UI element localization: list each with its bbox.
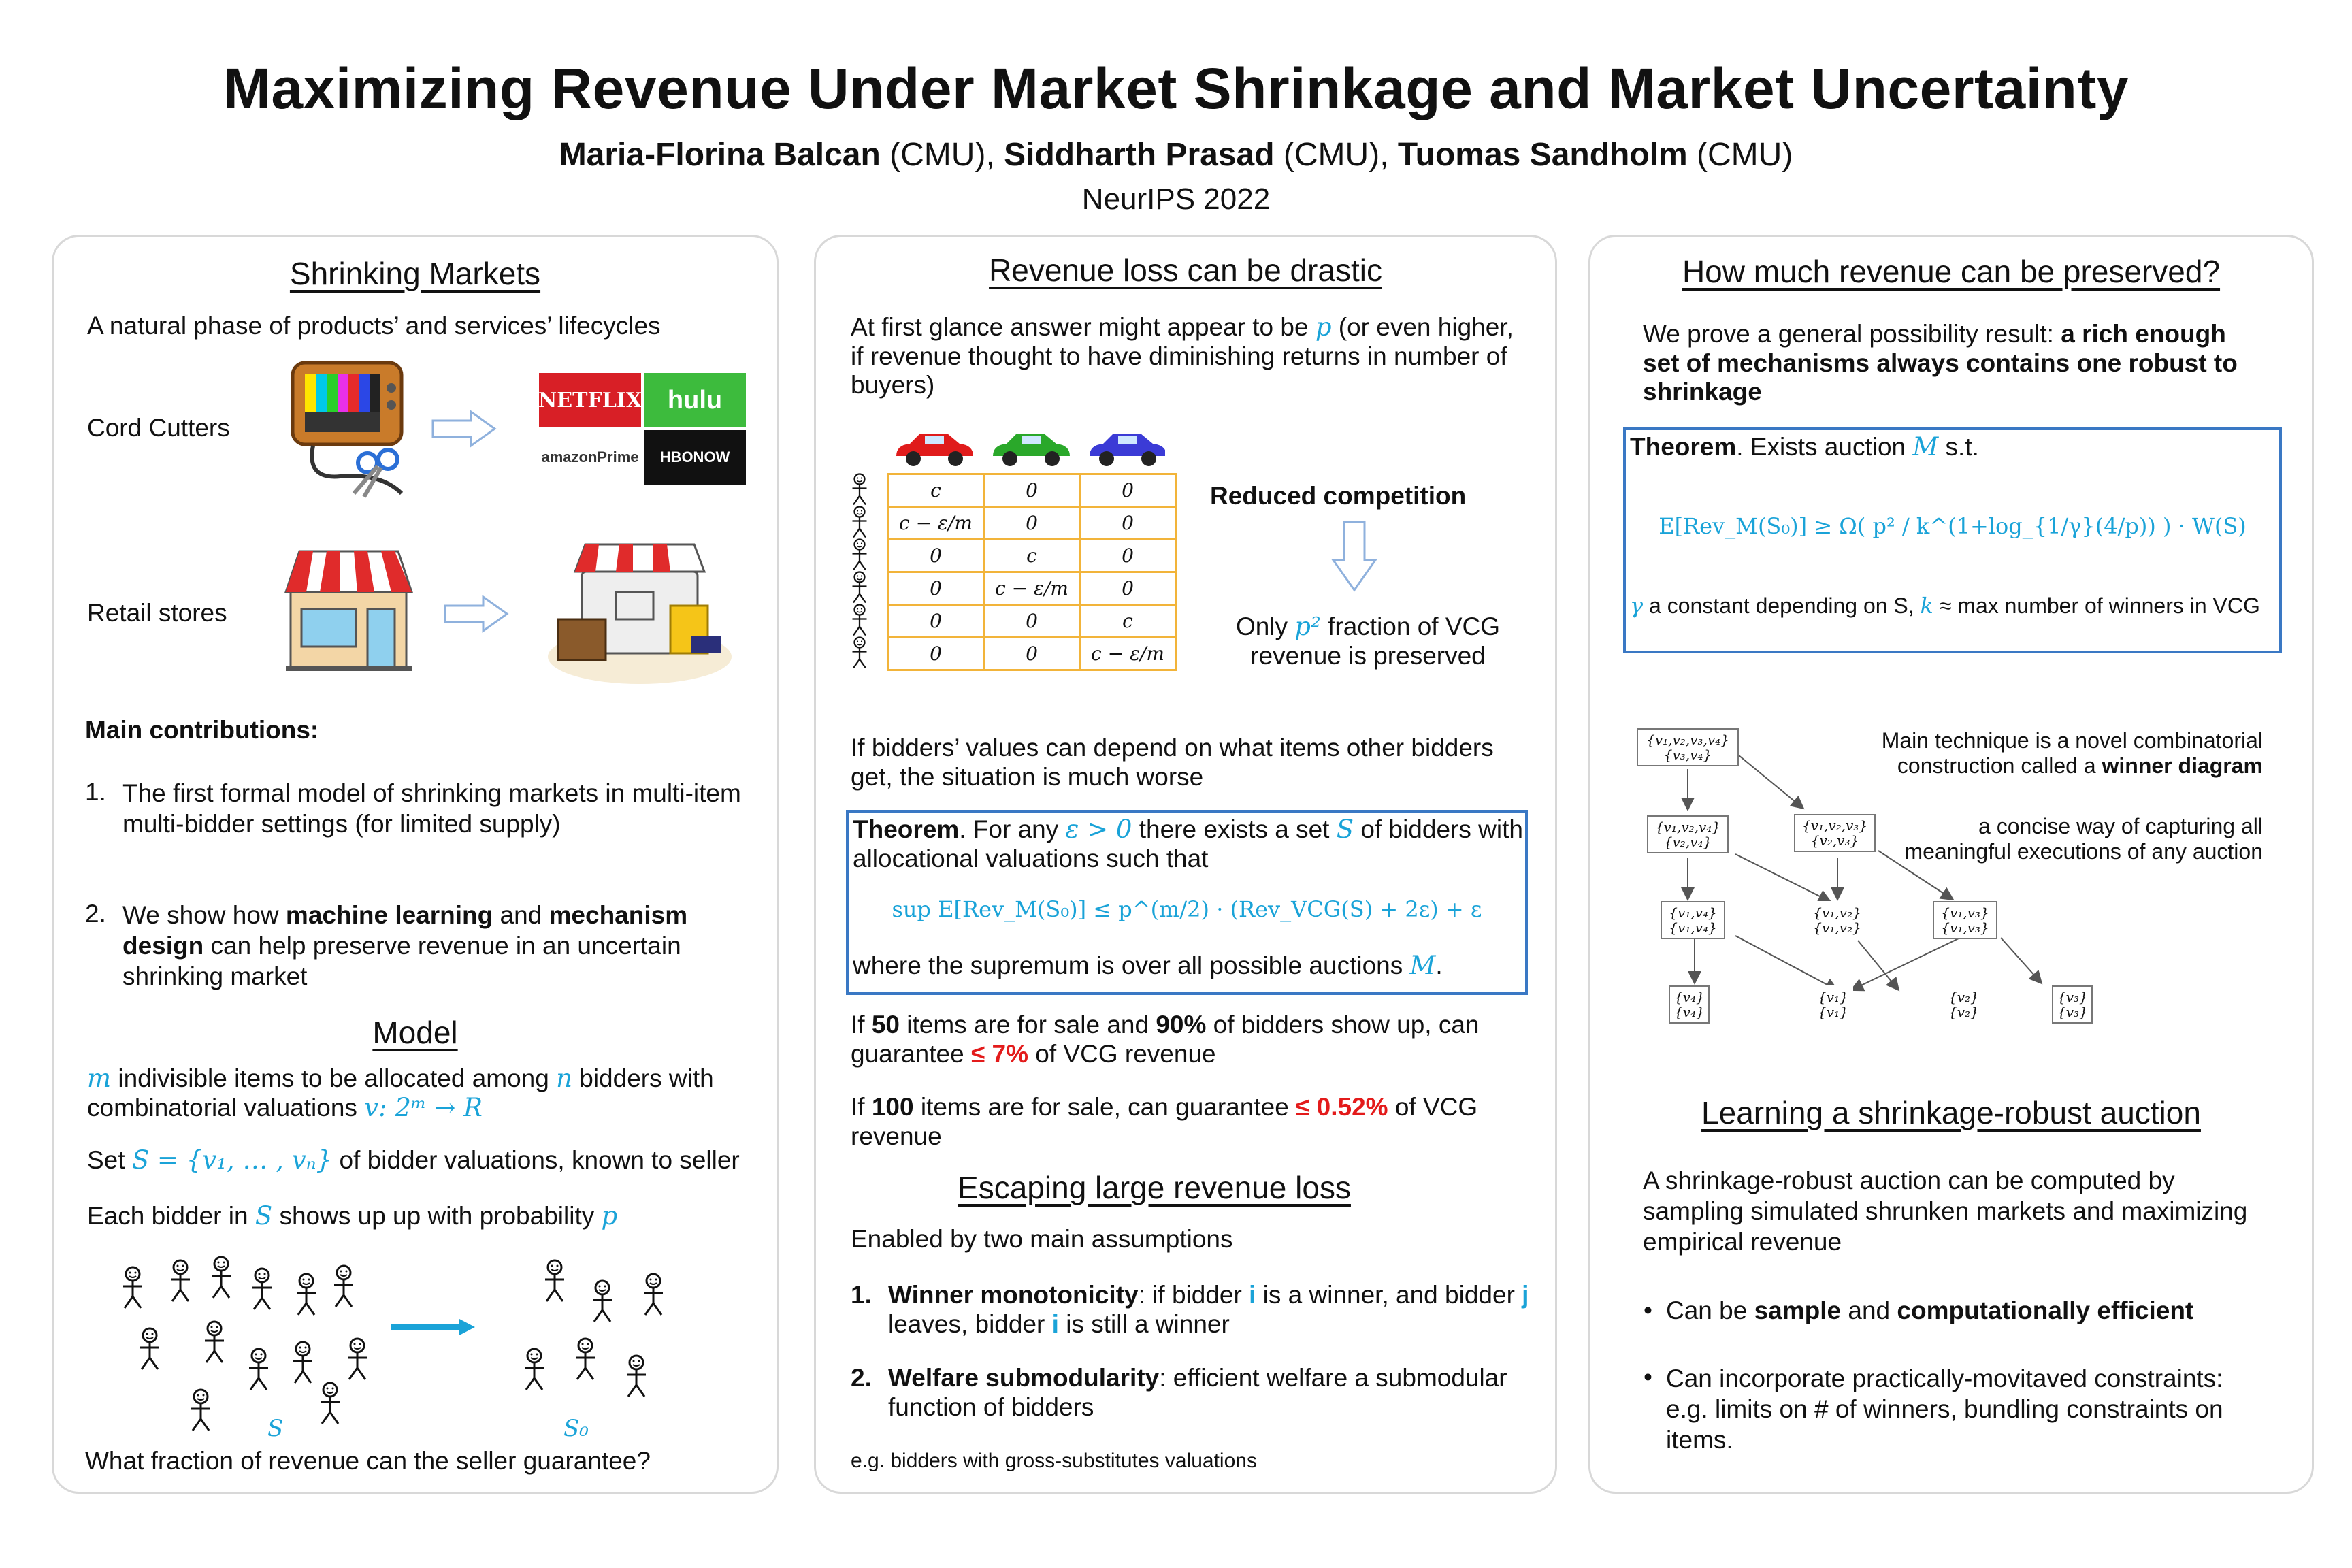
section-title-shrinking-markets: Shrinking Markets bbox=[289, 256, 541, 291]
only-p2-text: Only p² fraction of VCG revenue is preserved bbox=[1235, 612, 1501, 670]
label-S0: S₀ bbox=[564, 1415, 589, 1442]
table-row bbox=[888, 638, 1176, 670]
bullet: • bbox=[1644, 1296, 1652, 1324]
stick-figure-icon bbox=[171, 1260, 190, 1301]
contribution-number: 1. bbox=[85, 778, 106, 806]
stick-figure-icon bbox=[293, 1342, 312, 1383]
table-cell: c − ε/m bbox=[1080, 638, 1176, 670]
winner-node: {v₁,v₂,v₃} {v₂,v₃} bbox=[1794, 814, 1876, 852]
storefront-icon bbox=[282, 544, 415, 674]
table-cell: 0 bbox=[984, 638, 1080, 670]
stick-figure-icon bbox=[249, 1349, 268, 1390]
cord-cutters-label: Cord Cutters bbox=[87, 414, 230, 442]
stick-figure-icon bbox=[252, 1269, 272, 1309]
arrow-right-icon bbox=[442, 593, 510, 634]
theorem-statement: Theorem. Exists auction M s.t. bbox=[1630, 432, 1979, 461]
author-affiliation: (CMU) bbox=[1697, 137, 1793, 173]
section-title-learning: Learning a shrinkage-robust auction bbox=[1701, 1095, 2201, 1130]
poster-title: Maximizing Revenue Under Market Shrinkage and Market Uncertainty bbox=[223, 56, 2129, 120]
stick-figure-icon bbox=[297, 1274, 316, 1315]
assumption-number: 1. bbox=[851, 1281, 872, 1309]
arrow-right-icon bbox=[388, 1317, 476, 1337]
winner-node: {v₁,v₄} {v₁,v₄} bbox=[1661, 901, 1725, 939]
contribution-2: We show how machine learning and mechanism design can help preserve revenue in an uncertain shrinking market bbox=[122, 901, 688, 991]
bidder-crowd-S0 bbox=[507, 1252, 684, 1422]
stick-figure-icon bbox=[545, 1260, 564, 1301]
table-cell: 0 bbox=[888, 572, 984, 605]
assumption-number: 2. bbox=[851, 1364, 872, 1392]
bidder-column-figures bbox=[849, 473, 877, 670]
tv-scissors-illustration bbox=[286, 357, 408, 504]
car-green-icon bbox=[993, 434, 1070, 466]
model-set: Set S = {v₁, … , vₙ} of bidder valuations, known to seller bbox=[87, 1145, 740, 1175]
table-cell: 0 bbox=[1080, 474, 1176, 507]
contribution-number: 2. bbox=[85, 900, 106, 928]
winner-node: {v₁,v₂} {v₁,v₂} bbox=[1805, 901, 1869, 939]
netflix-logo: NETFLIX bbox=[539, 373, 641, 427]
hulu-logo: hulu bbox=[644, 373, 746, 427]
table-cell: c bbox=[888, 474, 984, 507]
table-cell: 0 bbox=[1080, 507, 1176, 540]
stick-figure-icon bbox=[212, 1257, 231, 1298]
bidder-crowd-S bbox=[112, 1252, 391, 1436]
table-row bbox=[888, 507, 1176, 540]
online-shopping-icon bbox=[544, 538, 735, 687]
arrow-down-icon bbox=[1330, 519, 1378, 594]
stick-figure-icon bbox=[593, 1281, 612, 1322]
winner-node: {v₄} {v₄} bbox=[1669, 985, 1710, 1024]
author-affiliation: (CMU), bbox=[889, 137, 995, 173]
learning-bullet-constraints: Can incorporate practically-movitaved constraints: e.g. limits on # of winners, bundling constraints on items. bbox=[1666, 1365, 2223, 1454]
first-glance-text: At first glance answer might appear to be p (or even higher, if revenue thought to have diminishing returns in number of buyers) bbox=[851, 312, 1514, 399]
stick-figure-icon bbox=[644, 1274, 663, 1315]
stick-figure-icon bbox=[853, 540, 867, 570]
winner-node: {v₁,v₃} {v₁,v₃} bbox=[1933, 901, 1997, 939]
model-items: m indivisible items to be allocated among n bidders with combinatorial valuations v: 2ᵐ → R bbox=[87, 1064, 714, 1122]
table-cell: 0 bbox=[1080, 572, 1176, 605]
table-cell: c bbox=[1080, 605, 1176, 638]
stick-figure-icon bbox=[627, 1356, 646, 1396]
stick-figure-icon bbox=[205, 1322, 224, 1362]
section-title-revenue-loss: Revenue loss can be drastic bbox=[989, 252, 1382, 288]
stick-figure-icon bbox=[853, 474, 867, 505]
table-cell: 0 bbox=[984, 605, 1080, 638]
stick-figure-icon bbox=[853, 572, 867, 603]
assumption-welfare-submodularity: Welfare submodularity: efficient welfare a submodular function of bidders bbox=[888, 1364, 1507, 1421]
fifty-items-text: If 50 items are for sale and 90% of bidders show up, can guarantee ≤ 7% of VCG revenue bbox=[851, 1011, 1480, 1068]
winner-node: {v₃} {v₃} bbox=[2052, 985, 2093, 1024]
winner-node: {v₁,v₂,v₄} {v₂,v₄} bbox=[1647, 815, 1729, 853]
contributions-heading: Main contributions: bbox=[85, 716, 319, 744]
model-probability: Each bidder in S shows up up with probability p bbox=[87, 1201, 618, 1230]
dependence-text: If bidders’ values can depend on what items other bidders get, the situation is much worse bbox=[851, 734, 1494, 791]
table-cell: 0 bbox=[984, 474, 1080, 507]
theorem-gamma-note: γ a constant depending on S, k ≈ max number of winners in VCG bbox=[1630, 593, 2260, 619]
winner-diagram-description: a concise way of capturing all meaningful executions of any auction bbox=[1904, 814, 2263, 864]
stick-figure-icon bbox=[348, 1339, 367, 1379]
section-title-escaping: Escaping large revenue loss bbox=[958, 1170, 1351, 1205]
winner-node: {v₁,v₂,v₃,v₄} {v₃,v₄} bbox=[1637, 728, 1739, 766]
stick-figure-icon bbox=[853, 605, 867, 636]
theorem-statement: Theorem. For any ε > 0 there exists a set S of bidders with allocational valuations such that bbox=[853, 815, 1523, 872]
table-cell: c − ε/m bbox=[888, 507, 984, 540]
amazon-prime-logo: amazonPrime bbox=[539, 430, 641, 485]
enabled-text: Enabled by two main assumptions bbox=[851, 1225, 1233, 1253]
table-row bbox=[888, 540, 1176, 572]
section-title-preserved: How much revenue can be preserved? bbox=[1682, 254, 2221, 289]
stick-figure-icon bbox=[321, 1383, 340, 1424]
stick-figure-icon bbox=[576, 1339, 595, 1379]
table-row bbox=[888, 605, 1176, 638]
author-affiliation: (CMU), bbox=[1283, 137, 1389, 173]
main-technique-text: Main technique is a novel combinatorial construction called a winner diagram bbox=[1881, 728, 2263, 778]
table-cell: c − ε/m bbox=[984, 572, 1080, 605]
cars-illustration bbox=[893, 430, 1165, 470]
table-row bbox=[888, 572, 1176, 605]
stick-figure-icon bbox=[853, 638, 867, 668]
retail-stores-label: Retail stores bbox=[87, 599, 227, 627]
example-note: e.g. bidders with gross-substitutes valuations bbox=[851, 1450, 1257, 1472]
table-row bbox=[888, 474, 1176, 507]
hundred-items-text: If 100 items are for sale, can guarantee ≤ 0.52% of VCG revenue bbox=[851, 1093, 1478, 1150]
stick-figure-icon bbox=[123, 1267, 142, 1308]
table-cell: 0 bbox=[984, 507, 1080, 540]
venue: NeurIPS 2022 bbox=[1081, 182, 1271, 216]
intro-text: A natural phase of products’ and services’ lifecycles bbox=[87, 312, 661, 340]
valuation-table bbox=[887, 473, 1177, 671]
author-name: Maria-Florina Balcan bbox=[559, 137, 881, 173]
revenue-question: What fraction of revenue can the seller guarantee? bbox=[85, 1447, 651, 1475]
label-S: S bbox=[267, 1415, 284, 1442]
winner-node: {v₁} {v₁} bbox=[1812, 985, 1853, 1024]
possibility-result: We prove a general possibility result: a rich enough set of mechanisms always contains one robust to shrinkage bbox=[1643, 320, 2238, 406]
table-cell: 0 bbox=[1080, 540, 1176, 572]
author-name: Tuomas Sandholm bbox=[1397, 137, 1688, 173]
learning-text: A shrinkage-robust auction can be computed by sampling simulated shrunken markets and maximizing empirical revenue bbox=[1643, 1166, 2248, 1256]
contribution-1: The first formal model of shrinking markets in multi-item multi-bidder settings (for limited supply) bbox=[122, 779, 741, 838]
author-name: Siddharth Prasad bbox=[1004, 137, 1275, 173]
arrow-right-icon bbox=[430, 408, 498, 449]
stick-figure-icon bbox=[853, 507, 867, 538]
car-blue-icon bbox=[1090, 434, 1165, 466]
table-cell: 0 bbox=[888, 638, 984, 670]
table-cell: 0 bbox=[888, 540, 984, 572]
car-red-icon bbox=[896, 434, 973, 466]
stick-figure-icon bbox=[191, 1390, 210, 1431]
theorem-formula: E[Rev_M(S₀)] ≥ Ω( p² / k^(1+log_{1/γ}(4/p)) ) · W(S) bbox=[1659, 513, 2247, 539]
hbo-now-logo: HBONOW bbox=[644, 430, 746, 485]
stick-figure-icon bbox=[140, 1328, 159, 1369]
author-line bbox=[0, 136, 2352, 174]
bullet: • bbox=[1644, 1363, 1652, 1391]
table-cell: c bbox=[984, 540, 1080, 572]
learning-bullet-efficient: Can be sample and computationally efficient bbox=[1666, 1296, 2194, 1324]
section-title-model: Model bbox=[372, 1015, 458, 1050]
stick-figure-icon bbox=[334, 1266, 353, 1307]
winner-node: {v₂} {v₂} bbox=[1943, 985, 1984, 1024]
reduced-competition: Reduced competition bbox=[1210, 482, 1467, 510]
stick-figure-icon bbox=[525, 1349, 544, 1390]
assumption-winner-monotonicity: Winner monotonicity: if bidder i is a winner, and bidder j leaves, bidder i is still a winner bbox=[888, 1281, 1529, 1338]
theorem-formula: sup E[Rev_M(S₀)] ≤ p^(m/2) · (Rev_VCG(S) + 2ε) + ε bbox=[892, 896, 1482, 922]
theorem-where: where the supremum is over all possible auctions M. bbox=[853, 951, 1443, 980]
table-cell: 0 bbox=[888, 605, 984, 638]
